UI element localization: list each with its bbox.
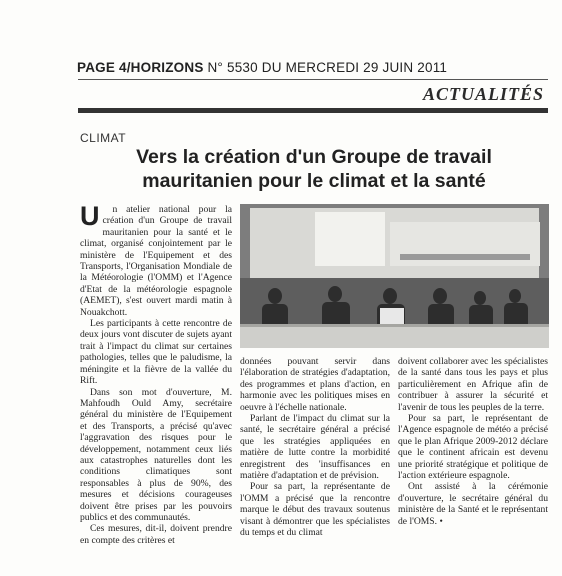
paragraph: Dans son mot d'ouverture, M. Mahfoudh Ould Amy, secrétaire général du ministère de l'Equipement et des Transports, a précisé qu'avec l'aggravation des risques pour le développement, notamment ceux liés aux catastrophes naturelles dont les conditions climatiques sont responsables à plus de 90%, des mesures et décisions courageuses doivent être prises par les pouvoirs publics et des communautés. [80,386,232,523]
paragraph: Ces mesures, dit-il, doivent prendre en compte des critères et [80,523,232,546]
section-rule [78,108,548,113]
article-column-3 [398,356,548,527]
paragraph: données pouvant servir dans l'élaboration de stratégies d'adaptation, des programmes et plans d'action, en harmonie avec les politiques mises en oeuvre à l'échelle nationale. [240,356,390,413]
paragraph: Pour sa part, le représentant de l'Agence espagnole de météo a précisé que le plan Afrique 2009-2012 déclare que le continent africain est devenu une priorité stratégique et politique de l'action extérieure espagnole. [398,413,548,482]
paragraph: doivent collaborer avec les spécialistes de la santé dans tous les pays et plus particulièrement en Afrique afin de contribuer à assurer la sécurité et l'avenir de tous les peuples de la terre. [398,356,548,413]
conference-photo [240,204,549,348]
issue-date: N° 5530 DU MERCREDI 29 JUIN 2011 [207,60,448,75]
article-kicker: CLIMAT [80,131,127,145]
page-label: PAGE 4/HORIZONS [77,60,204,75]
article-column-1 [80,201,232,546]
page-header [77,60,447,75]
article-column-2 [240,356,390,539]
paragraph: Parlant de l'impact du climat sur la santé, le secrétaire général a précisé que les stratégies appliquées en matière de lutte contre la morbidité enregistrent des 'insuffisances en matière d'adaptation et de prévision. [240,413,390,482]
title-line-1: Vers la création d'un Groupe de travail [136,146,492,168]
paragraph: U n atelier national pour la création d'un Groupe de travail mauritanien pour la santé et le climat, organisé conjointement par le ministère de l'Equipement et des Transports, l'Organisation Mondiale de la Météorologie (l'OMM) et l'Agence d'Etat de la météorologie espagnole (AEMET), s'est ouvert mardi matin à Nouakchott. [80,201,232,318]
paragraph: Pour sa part, la représentante de l'OMM a précisé que la rencontre marque le début des travaux soutenus visant à démontrer que les spécialistes du temps et du climat [240,481,390,539]
paragraph: Ont assisté à la cérémonie d'ouverture, le secrétaire général du ministère de la Santé et le représentant de l'OMS. • [398,481,548,527]
photo-illustration [240,204,549,348]
article-title [80,145,548,193]
drop-cap: U [80,201,100,231]
title-line-2: mauritanien pour le climat et la santé [142,170,486,192]
paragraph: Les participants à cette rencontre de deux jours vont discuter de sujets ayant trait à l'impact du climat sur certaines pathologies, telles que le paludisme, la méningite et la fièvre de la vallée du Rift. [80,318,232,387]
section-label: ACTUALITÉS [422,84,544,104]
header-rule [78,79,548,80]
